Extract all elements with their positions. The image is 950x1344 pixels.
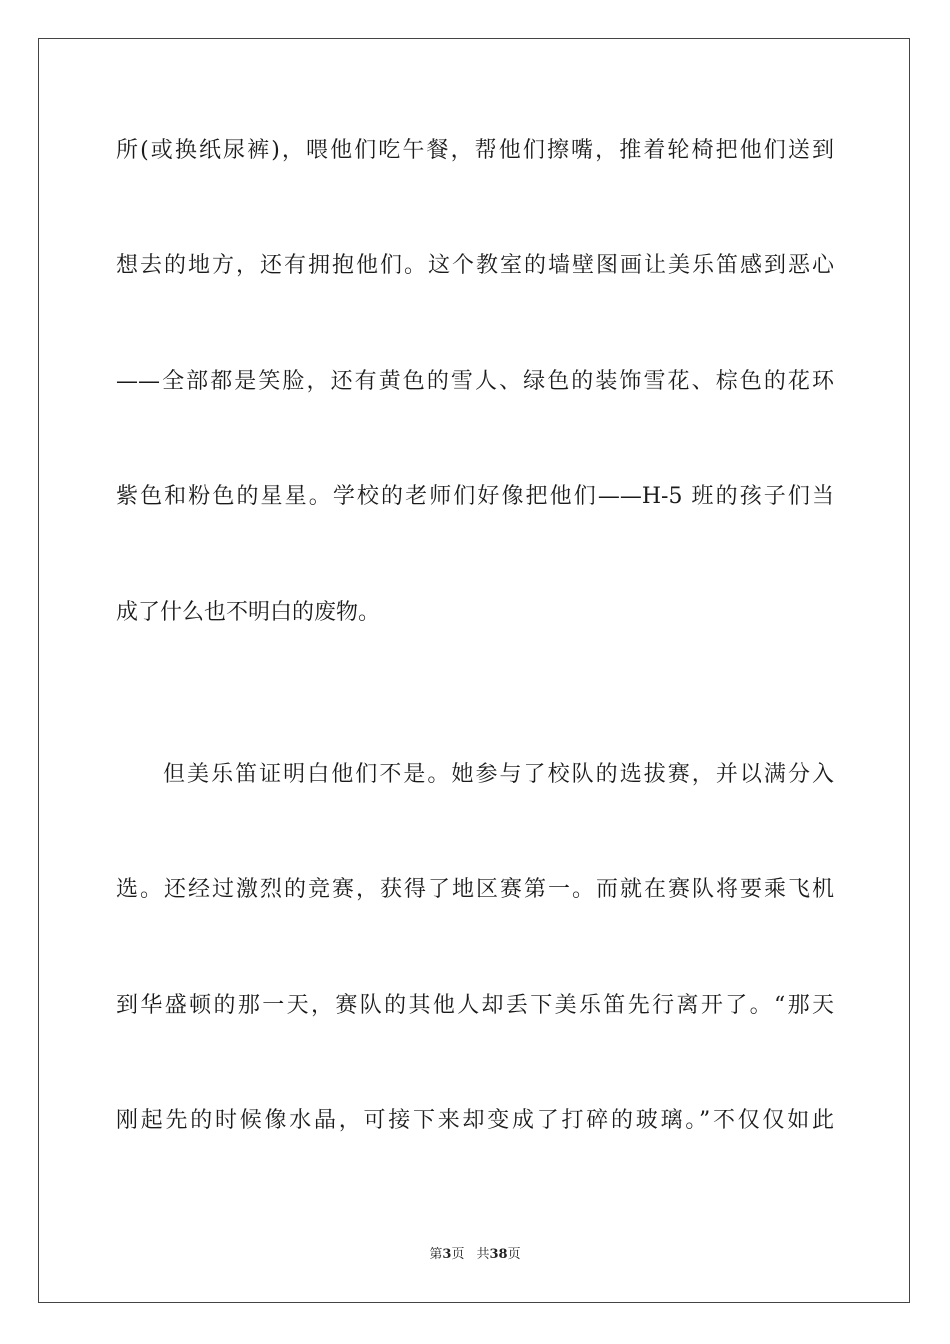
footer-page-number: 3 <box>442 1247 452 1262</box>
text-line-7: 选。还经过激烈的竞赛，获得了地区赛第一。而就在赛队将要乘飞机 <box>116 877 834 902</box>
footer-page-suffix: 页 <box>451 1247 465 1262</box>
footer-total-pages: 38 <box>489 1247 508 1262</box>
text-line-8: 到华盛顿的那一天，赛队的其他人却丢下美乐笛先行离开了。“那天 <box>116 993 834 1018</box>
footer-total-suffix: 页 <box>507 1247 521 1262</box>
text-line-9: 刚起先的时候像水晶，可接下来却变成了打碎的玻璃。”不仅仅如此 <box>116 1108 834 1133</box>
page-footer <box>0 1246 950 1264</box>
text-line-5: 成了什么也不明白的废物。 <box>116 600 381 625</box>
text-line-3: ——全部都是笑脸，还有黄色的雪人、绿色的装饰雪花、棕色的花环 <box>116 369 834 394</box>
footer-page-prefix: 第 <box>429 1247 443 1262</box>
text-line-1: 所(或换纸尿裤)，喂他们吃午餐，帮他们擦嘴，推着轮椅把他们送到 <box>116 138 834 163</box>
footer-total-prefix: 共 <box>476 1247 490 1262</box>
paragraph-start-line: 但美乐笛证明白他们不是。她参与了校队的选拔赛，并以满分入 <box>163 762 834 787</box>
text-line-2: 想去的地方，还有拥抱他们。这个教室的墙壁图画让美乐笛感到恶心 <box>116 253 834 278</box>
text-line-4: 紫色和粉色的星星。学校的老师们好像把他们——H-5 班的孩子们当 <box>116 484 834 509</box>
